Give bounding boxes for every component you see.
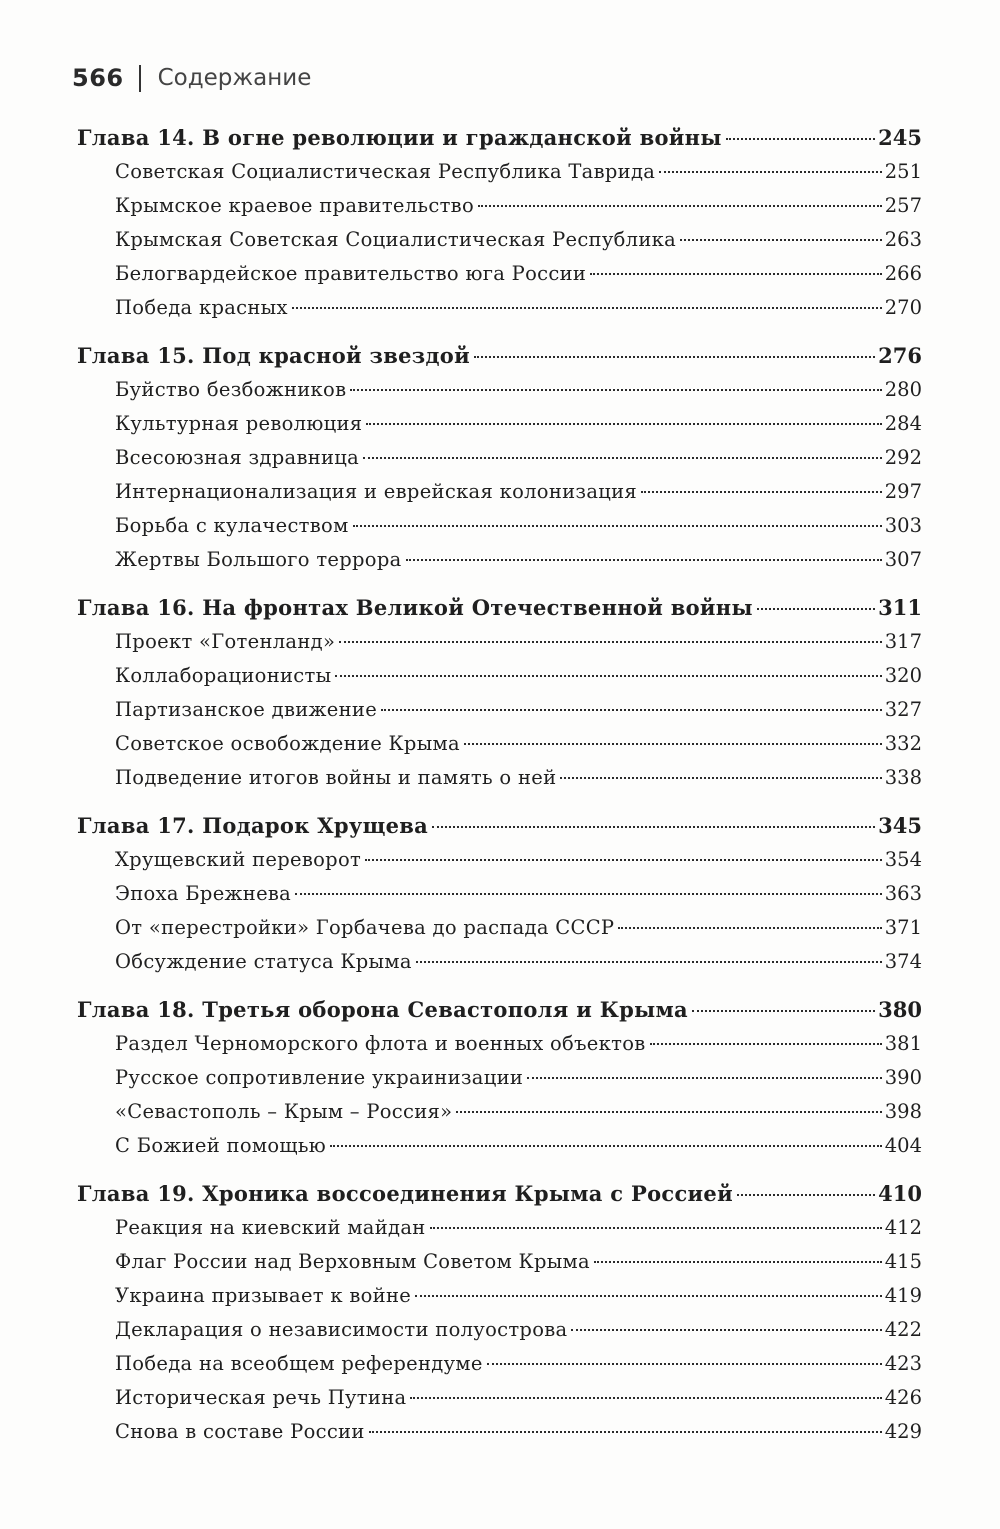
dot-leader xyxy=(726,138,875,140)
section-title-text: От «перестройки» Горбачева до распада СССР xyxy=(115,916,615,939)
section-entry xyxy=(77,761,922,795)
section-entry xyxy=(77,1245,922,1279)
section-page-number: 280 xyxy=(884,378,922,401)
dot-leader xyxy=(295,893,882,895)
section-title-text: Подведение итогов войны и память о ней xyxy=(115,766,557,789)
section-entry xyxy=(77,373,922,407)
dot-leader xyxy=(650,1043,882,1045)
section-title-text: Победа красных xyxy=(115,296,288,319)
chapter-title: Глава 18. Третья оборона Севастополя и Крыма xyxy=(77,997,688,1022)
section-entry xyxy=(77,911,922,945)
section-title-text: Раздел Черноморского флота и военных объектов xyxy=(115,1032,646,1055)
dot-leader xyxy=(487,1363,882,1365)
dot-leader xyxy=(641,491,882,493)
section-title-text: Советское освобождение Крыма xyxy=(115,732,460,755)
dot-leader xyxy=(692,1010,875,1012)
section-title: Содержание xyxy=(157,65,312,91)
section-title-text: Крымское краевое правительство xyxy=(115,194,474,217)
section-title-text: Коллаборационисты xyxy=(115,664,332,687)
section-page-number: 303 xyxy=(884,514,922,537)
section-title-text: Реакция на киевский майдан xyxy=(115,1216,426,1239)
section-entry xyxy=(77,475,922,509)
section-title-text: Победа на всеобщем референдуме xyxy=(115,1352,483,1375)
section-entry xyxy=(77,659,922,693)
section-title-text: Советская Социалистическая Республика Таврида xyxy=(115,160,656,183)
section-entry xyxy=(77,727,922,761)
section-page-number: 381 xyxy=(884,1032,922,1055)
section-title-text: Русское сопротивление украинизации xyxy=(115,1066,524,1089)
section-page-number: 354 xyxy=(884,848,922,871)
section-page-number: 320 xyxy=(884,664,922,687)
section-page-number: 429 xyxy=(884,1420,922,1443)
chapter-page-number: 311 xyxy=(878,595,922,620)
dot-leader xyxy=(335,675,881,677)
section-entry xyxy=(77,1347,922,1381)
dot-leader xyxy=(381,709,882,711)
chapter-page-number: 410 xyxy=(878,1181,922,1206)
section-page-number: 390 xyxy=(884,1066,922,1089)
dot-leader xyxy=(659,171,882,173)
section-page-number: 292 xyxy=(884,446,922,469)
chapter-block xyxy=(77,590,922,795)
dot-leader xyxy=(527,1077,882,1079)
section-page-number: 263 xyxy=(884,228,922,251)
dot-leader xyxy=(416,961,882,963)
section-page-number: 270 xyxy=(884,296,922,319)
section-entry xyxy=(77,1313,922,1347)
section-entry xyxy=(77,1027,922,1061)
dot-leader xyxy=(432,826,875,828)
section-title-text: Декларация о независимости полуострова xyxy=(115,1318,568,1341)
section-page-number: 404 xyxy=(884,1134,922,1157)
dot-leader xyxy=(680,239,882,241)
section-page-number: 257 xyxy=(884,194,922,217)
section-entry xyxy=(77,877,922,911)
chapter-entry xyxy=(77,338,922,373)
section-page-number: 338 xyxy=(884,766,922,789)
section-title-text: «Севастополь – Крым – Россия» xyxy=(115,1100,453,1123)
section-entry xyxy=(77,1381,922,1415)
chapter-entry xyxy=(77,992,922,1027)
dot-leader xyxy=(478,205,882,207)
dot-leader xyxy=(366,423,881,425)
dot-leader xyxy=(474,356,875,358)
section-page-number: 423 xyxy=(884,1352,922,1375)
chapter-title: Глава 14. В огне революции и гражданской войны xyxy=(77,125,722,150)
dot-leader xyxy=(339,641,882,643)
section-entry xyxy=(77,1211,922,1245)
section-entry xyxy=(77,223,922,257)
section-entry xyxy=(77,509,922,543)
section-entry xyxy=(77,1279,922,1313)
dot-leader xyxy=(594,1261,882,1263)
table-of-contents xyxy=(77,120,922,1462)
section-title-text: Историческая речь Путина xyxy=(115,1386,407,1409)
dot-leader xyxy=(365,859,882,861)
section-entry xyxy=(77,441,922,475)
section-entry xyxy=(77,291,922,325)
dot-leader xyxy=(410,1397,881,1399)
section-entry xyxy=(77,1095,922,1129)
section-title-text: Эпоха Брежнева xyxy=(115,882,292,905)
section-page-number: 284 xyxy=(884,412,922,435)
section-entry xyxy=(77,189,922,223)
dot-leader xyxy=(350,389,881,391)
chapter-block xyxy=(77,808,922,979)
section-title-text: Партизанское движение xyxy=(115,698,378,721)
section-entry xyxy=(77,1415,922,1449)
section-title-text: Флаг России над Верховным Советом Крыма xyxy=(115,1250,590,1273)
dot-leader xyxy=(571,1329,881,1331)
dot-leader xyxy=(430,1227,882,1229)
section-title-text: Буйство безбожников xyxy=(115,378,347,401)
page-number: 566 xyxy=(72,64,124,92)
dot-leader xyxy=(363,457,882,459)
chapter-title: Глава 17. Подарок Хрущева xyxy=(77,813,429,838)
section-page-number: 422 xyxy=(884,1318,922,1341)
section-entry xyxy=(77,625,922,659)
section-entry xyxy=(77,693,922,727)
chapter-entry xyxy=(77,808,922,843)
section-page-number: 251 xyxy=(884,160,922,183)
section-page-number: 398 xyxy=(884,1100,922,1123)
dot-leader xyxy=(757,608,875,610)
section-page-number: 327 xyxy=(884,698,922,721)
dot-leader xyxy=(464,743,882,745)
chapter-page-number: 345 xyxy=(878,813,922,838)
chapter-block xyxy=(77,992,922,1163)
dot-leader xyxy=(415,1295,882,1297)
section-page-number: 412 xyxy=(884,1216,922,1239)
dot-leader xyxy=(330,1145,882,1147)
section-title-text: Жертвы Большого террора xyxy=(115,548,402,571)
section-page-number: 266 xyxy=(884,262,922,285)
chapter-page-number: 276 xyxy=(878,343,922,368)
section-page-number: 426 xyxy=(884,1386,922,1409)
section-page-number: 363 xyxy=(884,882,922,905)
section-title-text: Всесоюзная здравница xyxy=(115,446,360,469)
running-header xyxy=(72,64,311,92)
section-page-number: 374 xyxy=(884,950,922,973)
chapter-block xyxy=(77,1176,922,1449)
chapter-block xyxy=(77,120,922,325)
section-entry xyxy=(77,257,922,291)
section-page-number: 419 xyxy=(884,1284,922,1307)
chapter-title: Глава 16. На фронтах Великой Отечественной войны xyxy=(77,595,753,620)
section-entry xyxy=(77,843,922,877)
section-page-number: 297 xyxy=(884,480,922,503)
chapter-title: Глава 19. Хроника воссоединения Крыма с Россией xyxy=(77,1181,733,1206)
dot-leader xyxy=(618,927,881,929)
section-page-number: 307 xyxy=(884,548,922,571)
section-title-text: Хрущевский переворот xyxy=(115,848,362,871)
chapter-entry xyxy=(77,590,922,625)
chapter-block xyxy=(77,338,922,577)
section-title-text: Крымская Советская Социалистическая Республика xyxy=(115,228,677,251)
section-title-text: Обсуждение статуса Крыма xyxy=(115,950,412,973)
chapter-page-number: 245 xyxy=(878,125,922,150)
dot-leader xyxy=(590,273,882,275)
chapter-title: Глава 15. Под красной звездой xyxy=(77,343,470,368)
section-page-number: 415 xyxy=(884,1250,922,1273)
section-title-text: Борьба с кулачеством xyxy=(115,514,349,537)
section-title-text: Проект «Готенланд» xyxy=(115,630,336,653)
chapter-page-number: 380 xyxy=(878,997,922,1022)
chapter-entry xyxy=(77,120,922,155)
dot-leader xyxy=(737,1194,875,1196)
section-entry xyxy=(77,945,922,979)
dot-leader xyxy=(353,525,882,527)
section-title-text: Снова в составе России xyxy=(115,1420,365,1443)
chapter-entry xyxy=(77,1176,922,1211)
section-title-text: Украина призывает к войне xyxy=(115,1284,412,1307)
dot-leader xyxy=(292,307,882,309)
section-title-text: Культурная революция xyxy=(115,412,363,435)
dot-leader xyxy=(406,559,882,561)
section-entry xyxy=(77,155,922,189)
section-title-text: С Божией помощью xyxy=(115,1134,327,1157)
section-title-text: Интернационализация и еврейская колонизация xyxy=(115,480,638,503)
header-divider xyxy=(139,65,141,92)
dot-leader xyxy=(560,777,881,779)
section-entry xyxy=(77,1129,922,1163)
section-entry xyxy=(77,1061,922,1095)
section-entry xyxy=(77,543,922,577)
section-page-number: 371 xyxy=(884,916,922,939)
section-entry xyxy=(77,407,922,441)
dot-leader xyxy=(369,1431,882,1433)
dot-leader xyxy=(456,1111,881,1113)
section-page-number: 332 xyxy=(884,732,922,755)
section-title-text: Белогвардейское правительство юга России xyxy=(115,262,587,285)
section-page-number: 317 xyxy=(884,630,922,653)
